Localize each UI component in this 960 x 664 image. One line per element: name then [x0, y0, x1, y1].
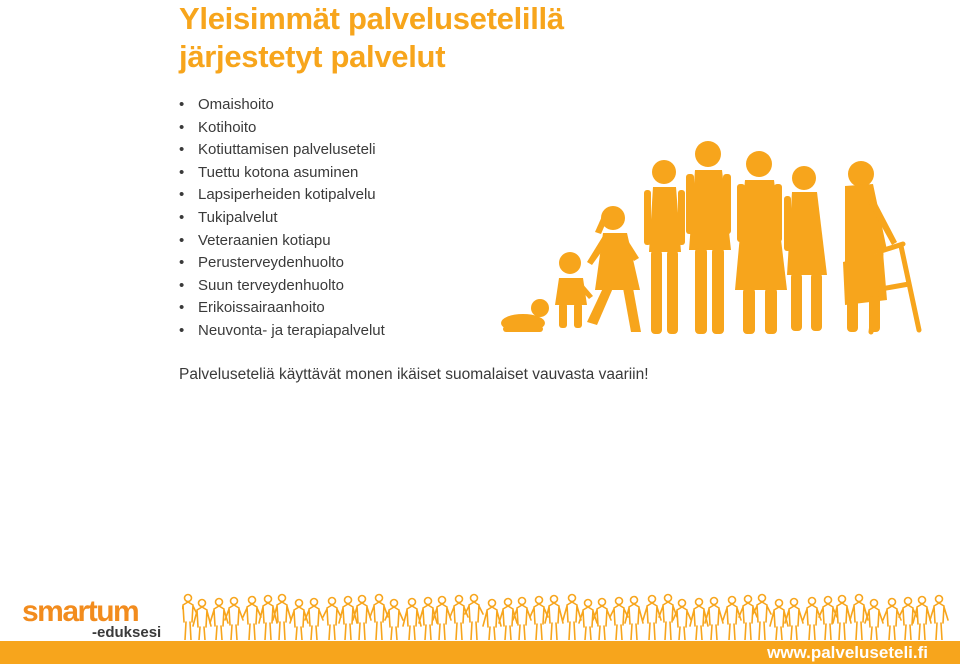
crowd-person-head: [265, 596, 272, 603]
crowd-person-body: [593, 606, 611, 640]
crowd-person-body: [465, 602, 483, 640]
services-list: [179, 94, 385, 343]
crowd-person-body: [899, 605, 917, 640]
logo-tagline: -eduksesi: [92, 624, 162, 641]
crowd-person-body: [385, 607, 403, 640]
crowd-person-head: [679, 600, 686, 607]
crowd-person-head: [376, 595, 383, 602]
list-item: • Neuvonta- ja terapiapalvelut: [179, 320, 385, 343]
teen-figure: [644, 160, 685, 334]
list-item: • Tuettu kotona asuminen: [179, 162, 385, 185]
crowd-person-head: [199, 600, 206, 607]
crowd-person-head: [551, 596, 558, 603]
crowd-person-body: [753, 602, 771, 640]
list-item: • Omaishoito: [179, 94, 385, 117]
life-stages-illustration: [495, 140, 925, 340]
crowd-person-head: [505, 599, 512, 606]
crowd-person-head: [439, 597, 446, 604]
crowd-person-body: [513, 605, 531, 640]
crowd-person-body: [643, 603, 661, 640]
list-item: • Kotihoito: [179, 117, 385, 140]
crowd-person-head: [729, 597, 736, 604]
crowd-person-body: [450, 603, 468, 640]
list-item: • Tukipalvelut: [179, 207, 385, 230]
crowd-person-head: [809, 598, 816, 605]
crowd-person-body: [833, 603, 851, 640]
crowd-person-head: [409, 599, 416, 606]
crowd-person-body: [930, 603, 948, 640]
crowd-person-body: [290, 607, 308, 640]
crowd-person-head: [425, 598, 432, 605]
crowd-person-head: [585, 600, 592, 607]
crowd-person-head: [905, 598, 912, 605]
list-item: • Kotiuttamisen palveluseteli: [179, 139, 385, 162]
crowd-person-body: [883, 606, 901, 640]
crowd-person-body: [370, 602, 388, 640]
crowd-person-head: [871, 600, 878, 607]
list-item: • Lapsiperheiden kotipalvelu: [179, 184, 385, 207]
crowd-person-head: [471, 595, 478, 602]
crowd-person-body: [419, 605, 437, 640]
crowd-person-head: [696, 599, 703, 606]
crowd-person-head: [649, 596, 656, 603]
crowd-person-body: [243, 604, 261, 640]
crowd-person-head: [856, 595, 863, 602]
crowd-person-body: [545, 603, 563, 640]
crowd-person-body: [865, 607, 883, 640]
crowd-person-head: [345, 597, 352, 604]
crowd-person-body: [339, 604, 357, 640]
crowd-person-head: [936, 596, 943, 603]
crowd-person-head: [185, 595, 192, 602]
title-line-2: järjestetyt palvelut: [179, 39, 446, 74]
crowd-person-head: [631, 597, 638, 604]
crowd-person-head: [839, 596, 846, 603]
crowd-person-head: [889, 599, 896, 606]
crowd-person-body: [803, 605, 821, 640]
crowd-person-head: [296, 600, 303, 607]
crowd-person-body: [433, 604, 451, 640]
crowd-person-body: [819, 604, 837, 640]
crowd-person-body: [353, 603, 371, 640]
middle-aged-figure: [735, 151, 787, 334]
crowd-person-body: [563, 602, 581, 640]
crowd-person-body: [323, 605, 341, 640]
crowd-person-body: [210, 606, 228, 640]
baby-figure: [501, 299, 549, 332]
crowd-person-body: [723, 604, 741, 640]
crowd-person-head: [711, 598, 718, 605]
crowd-person-head: [216, 599, 223, 606]
crowd-person-head: [665, 595, 672, 602]
list-item: • Veteraanien kotiapu: [179, 230, 385, 253]
crowd-person-head: [489, 600, 496, 607]
crowd-person-head: [745, 596, 752, 603]
child-figure: [587, 206, 641, 332]
crowd-person-head: [599, 599, 606, 606]
crowd-person-body: [499, 606, 517, 640]
crowd-person-head: [569, 595, 576, 602]
crowd-person-body: [483, 607, 501, 640]
slide-title: [179, 0, 659, 76]
crowd-person-head: [279, 595, 286, 602]
crowd-person-body: [579, 607, 597, 640]
crowd-person-body: [913, 604, 931, 640]
crowd-person-head: [791, 599, 798, 606]
crowd-person-body: [625, 604, 643, 640]
crowd-person-head: [519, 598, 526, 605]
crowd-person-body: [659, 602, 677, 640]
list-item: • Suun terveydenhuolto: [179, 275, 385, 298]
crowd-person-head: [616, 598, 623, 605]
title-line-1: Yleisimmät palvelusetelillä: [179, 1, 564, 36]
crowd-person-head: [759, 595, 766, 602]
adult-figure: [686, 141, 731, 334]
smartum-logo: [22, 596, 172, 642]
logo-wordmark: smartum: [22, 595, 139, 628]
list-item: • Perusterveydenhuolto: [179, 252, 385, 275]
crowd-person-body: [259, 603, 277, 640]
senior-figure: [784, 166, 827, 331]
footer-url: www.palveluseteli.fi: [767, 643, 928, 662]
crowd-person-head: [329, 598, 336, 605]
crowd-person-head: [776, 600, 783, 607]
crowd-person-head: [456, 596, 463, 603]
usage-statement: Palveluseteliä käyttävät monen ikäiset suomalaiset vauvasta vaariin!: [179, 366, 649, 383]
crowd-person-head: [311, 599, 318, 606]
crowd-person-head: [359, 596, 366, 603]
crowd-person-body: [739, 603, 757, 640]
crowd-person-head: [825, 597, 832, 604]
crowd-person-head: [536, 597, 543, 604]
toddler-figure: [555, 252, 593, 328]
crowd-person-head: [249, 597, 256, 604]
list-item: • Erikoissairaanhoito: [179, 297, 385, 320]
crowd-person-head: [391, 600, 398, 607]
crowd-person-head: [919, 597, 926, 604]
people-crowd-icon: [182, 592, 960, 640]
crowd-person-head: [231, 598, 238, 605]
